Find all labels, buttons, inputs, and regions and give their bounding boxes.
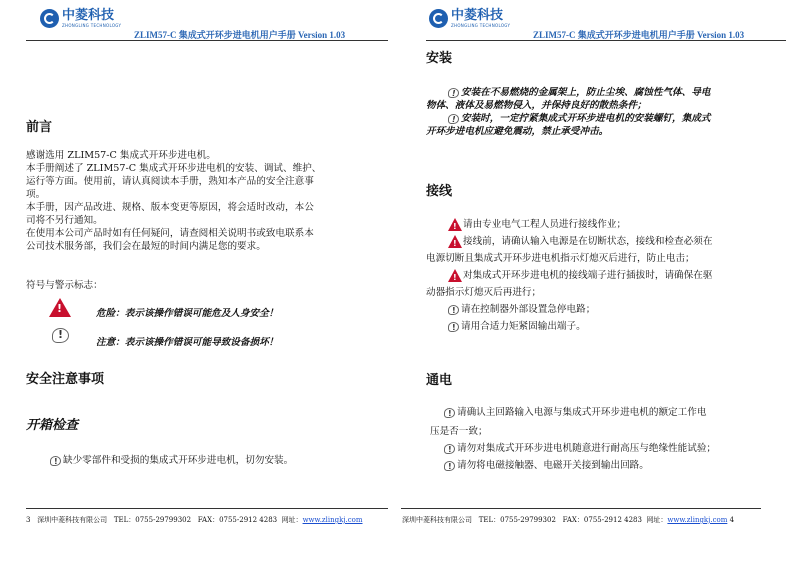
footer-fax: FAX：0755-2912 4283 — [197, 516, 278, 524]
website-link[interactable]: www.zlingkj.com — [302, 516, 363, 524]
caution-icon — [50, 456, 61, 466]
wiring-line: !请在控制器外部设置急停电路； — [426, 303, 790, 316]
caution-icon — [448, 88, 459, 98]
footer-company: 深圳中菱科技有限公司 — [37, 516, 108, 524]
wiring-line: 电源切断且集成式开环步进电机指示灯熄灭后进行，防止电击； — [426, 253, 695, 264]
wiring-line: !请用合适力矩紧固输出端子。 — [426, 320, 790, 333]
power-body — [426, 406, 790, 472]
caution-icon — [448, 114, 459, 124]
preface-line: 本手册阐述了 ZLIM57-C 集成式开环步进电机的安装、调试、维护、 — [26, 163, 322, 174]
company-logo — [429, 9, 510, 28]
footer-fax: FAX：0755-2912 4283 — [562, 516, 642, 524]
danger-notice: 危险：表示该操作错误可能危及人身安全！ — [96, 308, 279, 319]
footer-web-label: 网址： — [646, 516, 668, 524]
power-line: !请确认主回路输入电源与集成式开环步进电机的额定工作电 — [426, 406, 790, 419]
install-line: 开环步进电机应避免震动，禁止承受冲击。 — [426, 126, 609, 137]
logo-subtitle: ZHONGLING TECHNOLOGY — [62, 23, 122, 28]
danger-triangle-icon — [49, 298, 71, 317]
footer — [26, 515, 363, 525]
danger-triangle-icon — [448, 218, 462, 231]
logo-name: 中菱科技 — [451, 8, 504, 23]
install-body — [426, 86, 788, 138]
caution-icon — [52, 328, 69, 343]
wiring-line: !对集成式开环步进电机的接线端子进行插拔时，请确保在驱 — [426, 269, 790, 282]
caution-icon — [444, 461, 455, 471]
preface-heading: 前言 — [26, 120, 53, 135]
website-link[interactable]: www.zlingkj.com — [667, 516, 728, 524]
company-logo — [40, 9, 121, 28]
footer-web-label: 网址： — [281, 516, 303, 524]
unpack-text: 缺少零部件和受损的集成式开环步进电机，切勿安装。 — [63, 455, 294, 466]
footer-rule — [26, 508, 388, 509]
document-title: ZLIM57-C 集成式开环步进电机用户手册 Version 1.03 — [533, 30, 745, 40]
install-line: !安装时，一定拧紧集成式开环步进电机的安装螺钉，集成式 — [426, 112, 788, 125]
danger-triangle-icon — [448, 235, 462, 248]
unpack-heading: 开箱检查 — [26, 418, 79, 433]
footer-rule — [401, 508, 761, 509]
footer — [402, 515, 734, 525]
preface-body — [26, 149, 386, 253]
preface-line: 项。 — [26, 189, 46, 200]
logo-name: 中菱科技 — [62, 8, 115, 23]
caution-icon — [444, 408, 455, 418]
caution-notice: 注意：表示该操作错误可能导致设备损坏！ — [96, 337, 279, 348]
unpack-item — [50, 454, 293, 467]
preface-line: 司将不另行通知。 — [26, 215, 103, 226]
symbols-label: 符号与警示标志： — [26, 280, 103, 291]
header-rule — [426, 40, 786, 41]
install-line: !安装在不易燃烧的金属架上，防止尘埃、腐蚀性气体、导电 — [426, 86, 788, 99]
wiring-body — [426, 218, 790, 333]
safety-heading: 安全注意事项 — [26, 372, 105, 387]
preface-line: 感谢选用 ZLIM57-C 集成式开环步进电机。 — [26, 150, 216, 161]
logo-mark-icon — [40, 9, 59, 28]
caution-icon — [448, 305, 459, 315]
install-line: 物体、液体及易燃物侵入，并保持良好的散热条件； — [426, 100, 647, 111]
logo-mark-icon — [429, 9, 448, 28]
preface-line: 在使用本公司产品时如有任何疑问，请查阅相关说明书或致电联系本 — [26, 228, 314, 239]
preface-line: 本手册，因产品改进、规格、版本变更等原因，将会适时改动，本公 — [26, 202, 314, 213]
document-title: ZLIM57-C 集成式开环步进电机用户手册 Version 1.03 — [134, 30, 346, 40]
danger-triangle-icon — [448, 269, 462, 282]
preface-line: 运行等方面。使用前，请认真阅读本手册，熟知本产品的安全注意事 — [26, 176, 314, 187]
footer-tel: TEL：0755-29799302 — [113, 516, 192, 524]
power-line: !请勿对集成式开环步进电机随意进行耐高压与绝缘性能试验； — [426, 442, 790, 455]
power-heading: 通电 — [426, 373, 453, 388]
page-number: 3 — [26, 516, 31, 524]
wiring-line: !接线前，请确认输入电源是在切断状态，接线和检查必须在 — [426, 235, 790, 248]
caution-icon — [444, 444, 455, 454]
logo-subtitle: ZHONGLING TECHNOLOGY — [451, 23, 511, 28]
caution-icon — [448, 322, 459, 332]
page-4 — [397, 0, 793, 561]
install-heading: 安装 — [426, 51, 453, 66]
footer-company: 深圳中菱科技有限公司 — [402, 516, 472, 524]
page-number: 4 — [729, 516, 735, 524]
page-3 — [0, 0, 396, 561]
preface-line: 公司技术服务部，我们会在最短的时间内满足您的要求。 — [26, 241, 266, 252]
header-rule — [26, 40, 388, 41]
power-line: 压是否一致； — [430, 426, 488, 437]
wiring-line: 动器指示灯熄灭后再进行； — [426, 287, 542, 298]
power-line: !请勿将电磁接触器、电磁开关接到输出回路。 — [426, 459, 790, 472]
footer-tel: TEL：0755-29799302 — [478, 516, 556, 524]
wiring-line: !请由专业电气工程人员进行接线作业； — [426, 218, 790, 231]
wiring-heading: 接线 — [426, 184, 453, 199]
